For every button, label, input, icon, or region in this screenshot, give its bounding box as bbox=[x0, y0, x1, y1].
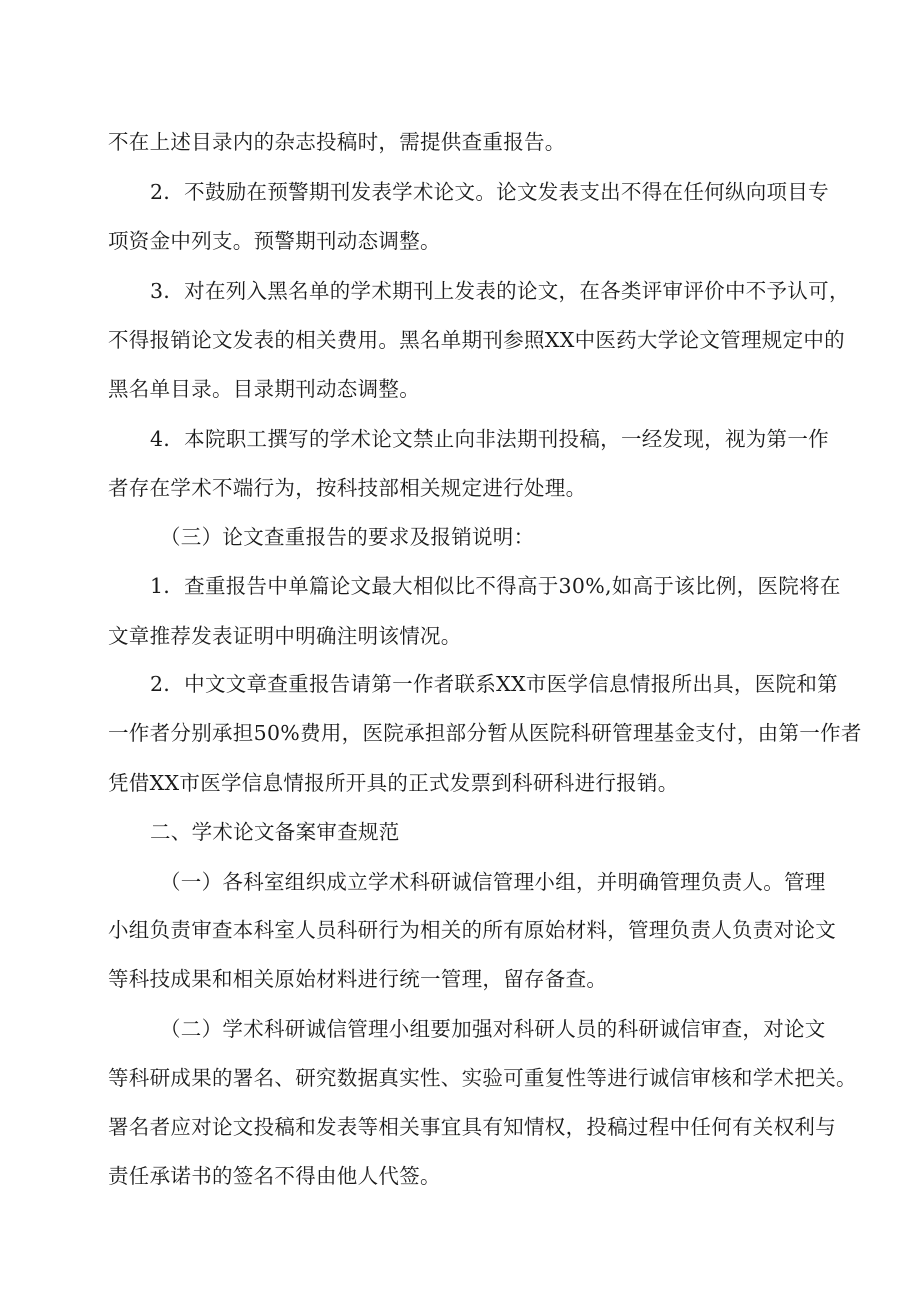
text-line: 1．查重报告中单篇论文最大相似比不得高于30%,如高于该比例，医院将在 bbox=[150, 574, 841, 598]
text-line: 等科研成果的署名、研究数据真实性、实验可重复性等进行诚信审核和学术把关。 bbox=[108, 1066, 857, 1090]
text-line: 黑名单目录。目录期刊动态调整。 bbox=[108, 377, 420, 401]
section-heading: 二、学术论文备案审查规范 bbox=[150, 820, 400, 844]
text-line: 署名者应对论文投稿和发表等相关事宜具有知情权，投稿过程中任何有关权利与 bbox=[108, 1115, 836, 1139]
text-line: （一）各科室组织成立学术科研诚信管理小组，并明确管理负责人。管理 bbox=[160, 870, 826, 894]
text-line: 项资金中列支。预警期刊动态调整。 bbox=[108, 229, 441, 253]
text-line: 2．中文文章查重报告请第一作者联系XX市医学信息情报所出具，医院和第 bbox=[150, 672, 838, 696]
text-line: 4．本院职工撰写的学术论文禁止向非法期刊投稿，一经发现，视为第一作 bbox=[150, 427, 829, 451]
text-line: 一作者分别承担50%费用，医院承担部分暂从医院科研管理基金支付，由第一作者 bbox=[108, 721, 862, 745]
section-heading: （三）论文查重报告的要求及报销说明： bbox=[160, 525, 535, 549]
text-line: 凭借XX市医学信息情报所开具的正式发票到科研科进行报销。 bbox=[108, 771, 679, 795]
text-line: 小组负责审查本科室人员科研行为相关的所有原始材料，管理负责人负责对论文 bbox=[108, 918, 836, 942]
text-line: 者存在学术不端行为，按科技部相关规定进行处理。 bbox=[108, 476, 587, 500]
text-line: 2．不鼓励在预警期刊发表学术论文。论文发表支出不得在任何纵向项目专 bbox=[150, 180, 829, 204]
text-line: 文章推荐发表证明中明确注明该情况。 bbox=[108, 624, 462, 648]
text-line: 3．对在列入黑名单的学术期刊上发表的论文，在各类评审评价中不予认可， bbox=[150, 279, 850, 303]
text-line: 不得报销论文发表的相关费用。黑名单期刊参照XX中医药大学论文管理规定中的 bbox=[108, 328, 845, 352]
text-line: 不在上述目录内的杂志投稿时，需提供查重报告。 bbox=[108, 130, 566, 154]
text-line: 等科技成果和相关原始材料进行统一管理，留存备查。 bbox=[108, 967, 608, 991]
text-line: 责任承诺书的签名不得由他人代签。 bbox=[108, 1164, 441, 1188]
text-line: （二）学术科研诚信管理小组要加强对科研人员的科研诚信审查，对论文 bbox=[160, 1017, 826, 1041]
